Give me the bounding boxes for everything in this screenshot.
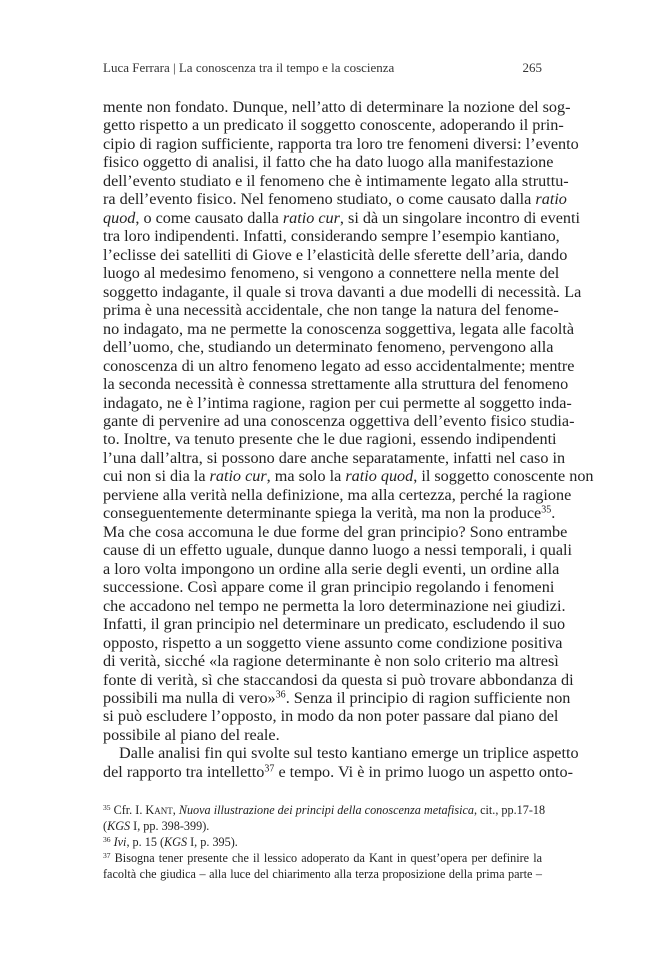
text-line: del rapporto tra intelletto$^{37}$ e tempo. Vi è in primo luogo un aspetto onto- bbox=[103, 762, 574, 781]
page-header bbox=[103, 60, 542, 80]
footnote-37-continued: facoltà che giudica – alla luce del chiarimento alla terza proposizione della prima parte – bbox=[103, 867, 542, 881]
text-line: si può escludere l’opposto, in modo da non poter passare dal piano del bbox=[103, 707, 559, 726]
text-line: Ma che cosa accomuna le due forme del gran principio? Sono entrambe bbox=[103, 522, 568, 541]
text-line: indagato, ne è l’intima ragione, ragion per cui permette al soggetto inda- bbox=[103, 393, 572, 412]
footnote-35-continued: (KGS I, pp. 398-399). bbox=[103, 819, 210, 833]
text-line: possibile al piano del reale. bbox=[103, 725, 280, 744]
text-line: di verità, sicché «la ragione determinante è non solo criterio ma altresì bbox=[103, 652, 559, 671]
text-line: conoscenza di un altro fenomeno legato ad esso accidentalmente; mentre bbox=[103, 356, 575, 375]
footnote-37: $^{37}$ Bisogna tener presente che il lessico adoperato da Kant in quest’opera per definire la bbox=[103, 850, 542, 865]
text-line: cause di un effetto uguale, dunque danno luogo a nessi temporali, i quali bbox=[103, 541, 573, 560]
text-line: dell’uomo, che, studiando un determinato fenomeno, pervengono alla bbox=[103, 338, 554, 357]
text-line: successione. Così appare come il gran principio regolando i fenomeni bbox=[103, 578, 555, 597]
page-number: 265 bbox=[522, 60, 542, 75]
text-line: cui non si dia la ratio cur, ma solo la ratio quod, il soggetto conoscente non bbox=[103, 467, 594, 486]
text-line: dell’evento studiato e il fenomeno che è intimamente legato alla struttu- bbox=[103, 171, 569, 190]
text-line: conseguentemente determinante spiega la verità, ma non la produce$^{35}$. bbox=[103, 504, 556, 523]
text-line: to. Inoltre, va tenuto presente che le due ragioni, essendo indipendenti bbox=[103, 430, 557, 449]
text-line: a loro volta impongono un ordine alla serie degli eventi, un ordine alla bbox=[103, 559, 560, 578]
text-line: che accadono nel tempo ne permetta la loro determinazione nei giudizi. bbox=[103, 596, 566, 615]
text-line: opposto, rispetto a un soggetto viene assunto come condizione positiva bbox=[103, 633, 563, 652]
footnote-36: $^{36}$ Ivi, p. 15 (KGS I, p. 395). bbox=[103, 834, 238, 849]
text-line: cipio di ragion sufficiente, rapporta tra loro tre fenomeni diversi: l’evento bbox=[103, 134, 579, 153]
text-line: la seconda necessità è connessa strettamente alla struttura del fenomeno bbox=[103, 375, 569, 394]
text-line: possibili ma nulla di vero»$^{36}$. Senza il principio di ragion sufficiente non bbox=[103, 689, 571, 707]
text-line: l’una dall’altra, si possono dare anche separatamente, infatti nel caso in bbox=[103, 448, 566, 467]
text-line: tra loro indipendenti. Infatti, considerando sempre l’esempio kantiano, bbox=[103, 227, 560, 246]
text-line: fonte di verità, sì che staccandosi da questa si può trovare abbondanza di bbox=[103, 670, 574, 689]
text-line: no indagato, ma ne permette la conoscenza soggettiva, legata alle facoltà bbox=[103, 319, 575, 338]
footnote-35: $^{35}$ Cfr. I. Kant, Nuova illustrazione dei principi della conoscenza metafisica, cit., pp.17-18 bbox=[103, 802, 546, 817]
text-line: luogo al medesimo fenomeno, si vengono a connettere nella mente del bbox=[103, 264, 560, 283]
text-line: gante di pervenire ad una conoscenza oggettiva dell’evento fisico studia- bbox=[103, 411, 575, 430]
text-line: Infatti, il gran principio nel determinare un predicato, escludendo il suo bbox=[103, 615, 566, 634]
text-line: mente non fondato. Dunque, nell’atto di determinare la nozione del sog- bbox=[103, 98, 571, 116]
text-line: soggetto indagante, il quale si trova davanti a due modelli di necessità. La bbox=[103, 282, 582, 301]
text-line: fisico oggetto di analisi, il fatto che ha dato luogo alla manifestazione bbox=[103, 153, 554, 172]
text-line: ra dell’evento fisico. Nel fenomeno studiato, o come causato dalla ratio bbox=[103, 190, 567, 209]
footnotes bbox=[103, 802, 546, 882]
text-line: prima è una necessità accidentale, che non tange la natura del fenome- bbox=[103, 301, 559, 320]
text-line: l’eclisse dei satelliti di Giove e l’elasticità delle sferette dell’aria, dando bbox=[103, 245, 568, 264]
body-text bbox=[103, 98, 594, 781]
text-line: Dalle analisi fin qui svolte sul testo kantiano emerge un triplice aspetto bbox=[119, 744, 579, 763]
text-line: perviene alla verità nella definizione, ma alla certezza, perché la ragione bbox=[103, 485, 572, 504]
text-line: getto rispetto a un predicato il soggetto conoscente, adoperando il prin- bbox=[103, 116, 564, 135]
running-head: Luca Ferrara | La conoscenza tra il tempo e la coscienza bbox=[103, 60, 395, 75]
text-line: quod, o come causato dalla ratio cur, si dà un singolare incontro di eventi bbox=[103, 208, 580, 227]
